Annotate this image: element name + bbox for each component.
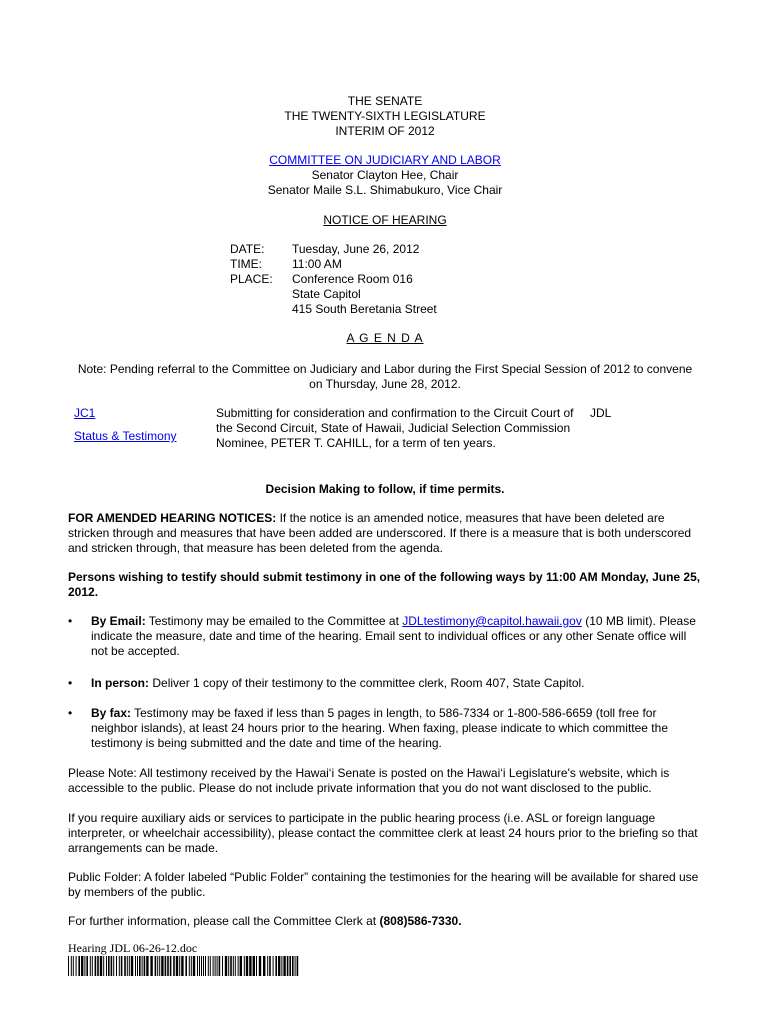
committee-block — [0, 153, 770, 198]
email-post: (10 MB limit). Please indicate the measure, date and time of the hearing. Email sent to individual offices or any other Senate office will not be accepted. — [91, 614, 696, 658]
please-note-paragraph: Please Note: All testimony received by the Hawai‘i Senate is posted on the Hawai‘i Legislature's website, which is accessible to the public. Please do not include private information that you do not want disclosed to the public. — [68, 766, 670, 795]
hearing-details — [230, 242, 437, 317]
place-room: Conference Room 016 — [292, 272, 413, 286]
document-filename: Hearing JDL 06-26-12.doc — [68, 941, 198, 955]
place-label: PLACE: — [230, 272, 273, 286]
date-value: Tuesday, June 26, 2012 — [292, 242, 420, 256]
testimony-instructions: Persons wishing to testify should submit testimony in one of the following ways by 11:00 AM Monday, June 25, 2012. — [68, 570, 701, 599]
amended-text: If the notice is an amended notice, measures that have been deleted are stricken through and measures that have been added are underscored. If there is a measure that is both underscored and stricken through, that measure has been deleted from the agenda. — [68, 511, 692, 555]
fax-text: Testimony may be faxed if less than 5 pages in length, to 586-7334 or 1-800-586-6659 (toll free for neighbor islands), at least 24 hours prior to the hearing. When faxing, please indicate to which committee the testimony is being submitted and the date and time of the hearing. — [91, 706, 668, 750]
date-label: DATE: — [230, 242, 265, 256]
person-text: Deliver 1 copy of their testimony to the committee clerk, Room 407, State Capitol. — [149, 676, 585, 690]
email-pre: Testimony may be emailed to the Committee at — [145, 614, 403, 628]
barcode-graphic — [68, 956, 304, 976]
bullet-dot: • — [68, 706, 73, 720]
measure-link-jc1[interactable]: JC1 — [74, 406, 96, 420]
notice-title: NOTICE OF HEARING — [323, 213, 447, 227]
time-value: 11:00 AM — [292, 257, 342, 271]
item-description: Submitting for consideration and confirmation to the Circuit Court of the Second Circuit, State of Hawaii, Judicial Selection Commission Nominee, PETER T. CAHILL, for a term of ten years. — [216, 406, 574, 450]
amended-lead: FOR AMENDED HEARING NOTICES: — [68, 511, 277, 525]
header-senate: THE SENATE — [347, 94, 423, 108]
status-testimony-link[interactable]: Status & Testimony — [74, 429, 177, 443]
further-text: For further information, please call the Committee Clerk at — [68, 914, 380, 928]
legislature-header — [0, 94, 770, 139]
header-legislature: THE TWENTY-SIXTH LEGISLATURE — [284, 109, 486, 123]
amended-notice-paragraph — [68, 511, 708, 556]
committee-link[interactable]: COMMITTEE ON JUDICIARY AND LABOR — [269, 153, 501, 167]
agenda-title: A G E N D A — [346, 331, 424, 345]
time-label: TIME: — [230, 257, 262, 271]
committee-chair: Senator Clayton Hee, Chair — [311, 168, 459, 182]
committee-vice-chair: Senator Maile S.L. Shimabukuro, Vice Chair — [267, 183, 503, 197]
referral-note: Note: Pending referral to the Committee on Judiciary and Labor during the First Special Session of 2012 to convene on Thursday, June 28, 2012. — [77, 362, 693, 391]
further-info-paragraph — [68, 914, 708, 929]
fax-lead: By fax: — [91, 706, 132, 720]
auxiliary-aids-paragraph: If you require auxiliary aids or services to participate in the public hearing process (i.e. ASL or foreign language interpreter, or wheelchair accessibility), please contact the committee clerk at least 24 hours prior to the briefing so that arrangements can be made. — [68, 811, 698, 855]
bullet-dot: • — [68, 676, 73, 690]
place-building: State Capitol — [292, 287, 361, 301]
clerk-phone: (808)586-7330. — [379, 914, 462, 928]
item-committee: JDL — [590, 406, 612, 420]
public-folder-paragraph: Public Folder: A folder labeled “Public Folder” containing the testimonies for the hearing will be available for shared use by members of the public. — [68, 870, 699, 899]
place-street: 415 South Beretania Street — [292, 302, 437, 316]
bullet-dot: • — [68, 614, 73, 628]
person-lead: In person: — [91, 676, 150, 690]
header-interim: INTERIM OF 2012 — [335, 124, 435, 138]
decision-making-note: Decision Making to follow, if time permits. — [265, 482, 505, 496]
email-lead: By Email: — [91, 614, 146, 628]
email-link[interactable]: JDLtestimony@capitol.hawaii.gov — [402, 614, 582, 628]
